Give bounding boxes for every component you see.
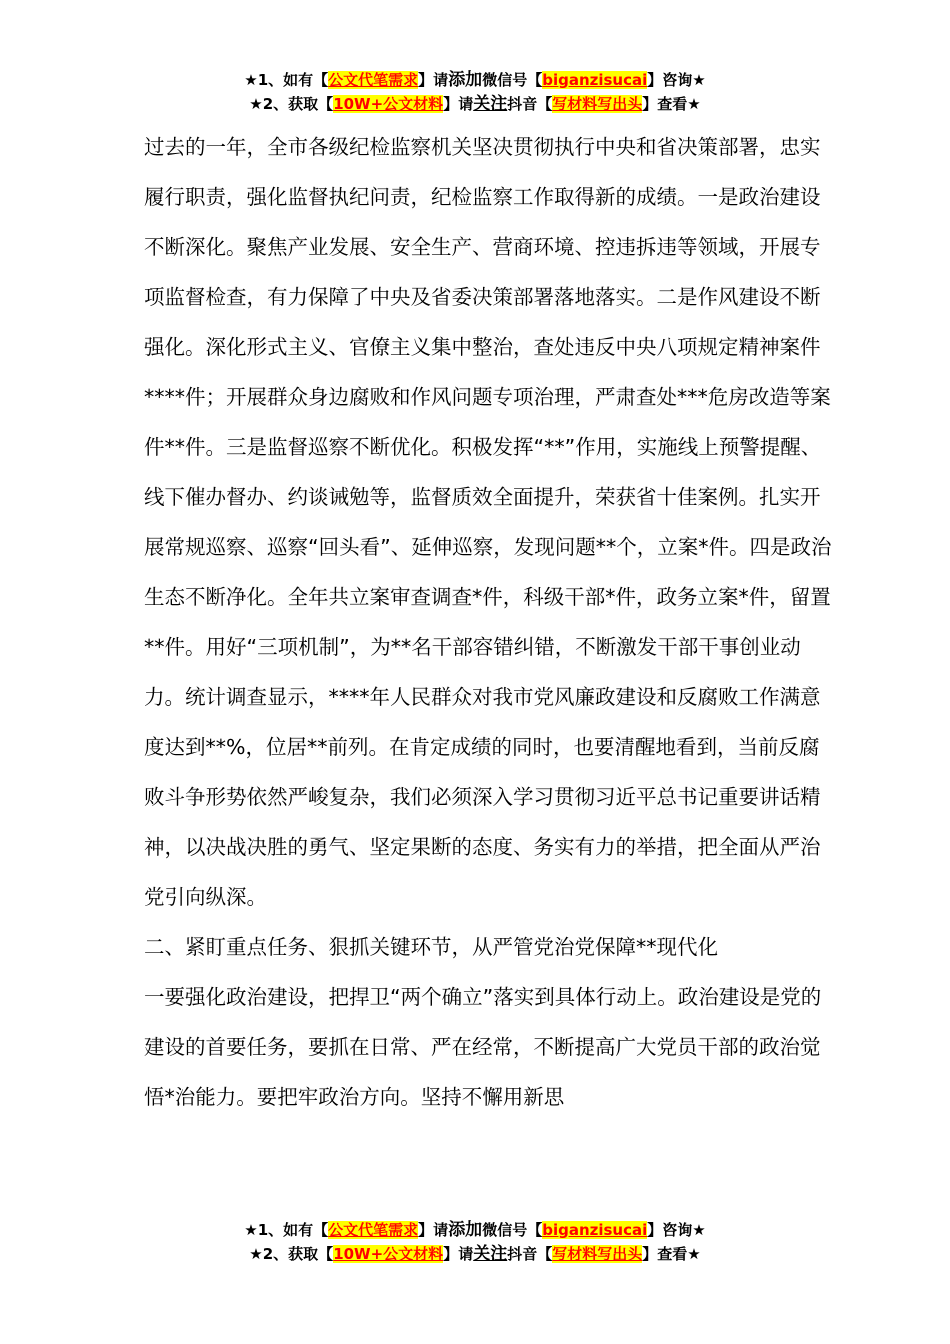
header-banner: [0, 68, 950, 116]
banner-text: ★2、获取【: [249, 95, 334, 113]
banner-emphasis: 添加: [448, 70, 483, 90]
banner-text: 】查看★: [642, 95, 701, 113]
banner-highlight-wechat: biganzisucai: [542, 1221, 648, 1239]
banner-text: 】咨询★: [647, 1221, 706, 1239]
section-heading-2: 二、紧盯重点任务、狠抓关键环节，从严管党治党保障**现代化: [144, 935, 718, 959]
banner-highlight: 公文代笔需求: [328, 71, 419, 89]
banner-text: ★2、获取【: [249, 1245, 334, 1263]
footer-banner: [0, 1218, 950, 1266]
banner-highlight-douyin: 写材料写出头: [552, 1245, 643, 1263]
banner-text: ★1、如有【: [244, 71, 329, 89]
banner-highlight: 10W+公文材料: [333, 95, 444, 113]
body-paragraph-2: 一要强化政治建设，把捍卫“两个确立”落实到具体行动上。政治建设是党的建设的首要任务，要抓在日常、严在经常，不断提高广大党员干部的政治觉悟*治能力。要把牢政治方向。坚持不懈用新思: [144, 985, 822, 1109]
banner-line-1: [0, 68, 950, 92]
banner-emphasis: 关注: [473, 94, 508, 114]
banner-line-2: [0, 1242, 950, 1266]
banner-highlight: 公文代笔需求: [328, 1221, 419, 1239]
banner-text: 】请: [443, 1245, 474, 1263]
banner-highlight: 10W+公文材料: [333, 1245, 444, 1263]
document-body: [144, 122, 834, 1122]
banner-text: 微信号【: [482, 1221, 543, 1239]
body-paragraph-1: 过去的一年，全市各级纪检监察机关坚决贯彻执行中央和省决策部署，忠实履行职责，强化监督执纪问责，纪检监察工作取得新的成绩。一是政治建设不断深化。聚焦产业发展、安全生产、营商环境、控违拆违等领域，开展专项监督检查，有力保障了中央及省委决策部署落地落实。二是作风建设不断强化。深化形式主义、官僚主义集中整治，查处违反中央八项规定精神案件****件；开展群众身边腐败和作风问题专项治理，严肃查处***危房改造等案件**件。三是监督巡察不断优化。积极发挥“**”作用，实施线上预警提醒、线下催办督办、约谈诫勉等，监督质效全面提升，荣获省十佳案例。扎实开展常规巡察、巡察“回头看”、延伸巡察，发现问题**个，立案*件。四是政治生态不断净化。全年共立案审查调查*件，科级干部*件，政务立案*件，留置**件。用好“三项机制”，为**名干部容错纠错，不断激发干部干事创业动力。统计调查显示，****年人民群众对我市党风廉政建设和反腐败工作满意度达到**%，位居**前列。在肯定成绩的同时，也要清醒地看到，当前反腐败斗争形势依然严峻复杂，我们必须深入学习贯彻习近平总书记重要讲话精神，以决战决胜的勇气、坚定果断的态度、务实有力的举措，把全面从严治党引向纵深。: [144, 135, 832, 909]
banner-text: 微信号【: [482, 71, 543, 89]
banner-text: 抖音【: [507, 95, 553, 113]
banner-line-1: [0, 1218, 950, 1242]
banner-text: ★1、如有【: [244, 1221, 329, 1239]
banner-text: 】请: [443, 95, 474, 113]
banner-line-2: [0, 92, 950, 116]
banner-emphasis: 关注: [473, 1244, 508, 1264]
banner-highlight-douyin: 写材料写出头: [552, 95, 643, 113]
banner-highlight-wechat: biganzisucai: [542, 71, 648, 89]
banner-text: 】咨询★: [647, 71, 706, 89]
banner-text: 抖音【: [507, 1245, 553, 1263]
banner-text: 】请: [418, 1221, 449, 1239]
banner-emphasis: 添加: [448, 1220, 483, 1240]
banner-text: 】请: [418, 71, 449, 89]
banner-text: 】查看★: [642, 1245, 701, 1263]
